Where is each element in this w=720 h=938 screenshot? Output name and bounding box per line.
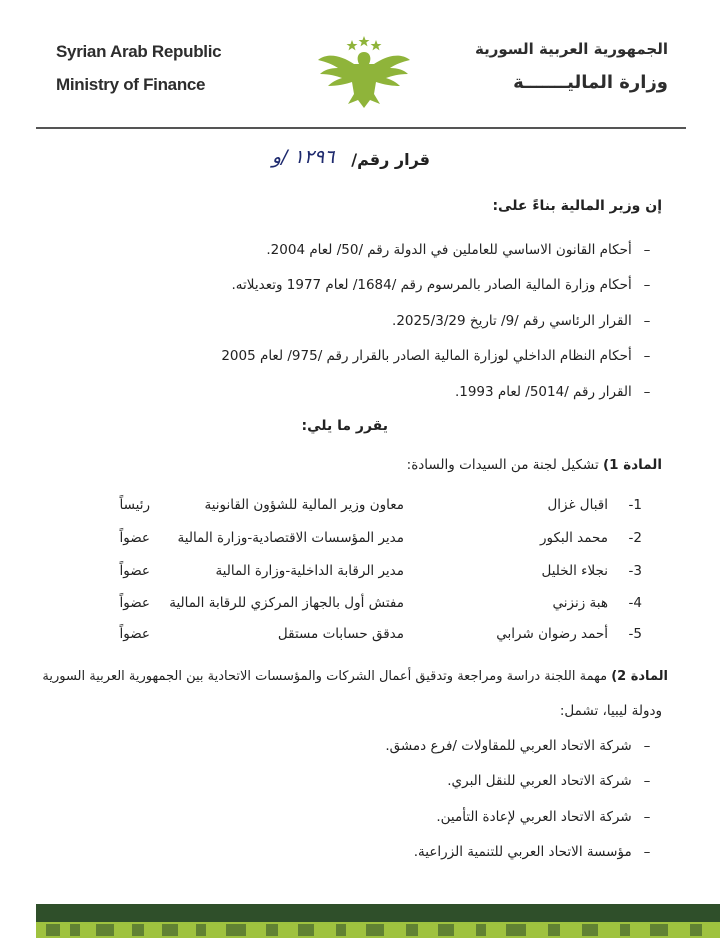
reference-item: – أحكام القانون الاساسي للعاملين في الدولة رقم /50/ لعام 2004. — [266, 242, 651, 258]
syrian-eagle-emblem-icon — [316, 34, 412, 110]
member-row: 2- محمد البكور مدير المؤسسات الاقتصادية-وزارة المالية عضواً — [119, 530, 642, 546]
member-row: 1- اقبال غزال معاون وزير المالية للشؤون القانونية رئيساً — [119, 497, 642, 513]
member-row: 4- هبة زنزني مفتش أول بالجهاز المركزي للرقابة المالية عضواً — [119, 595, 642, 611]
header-ar-country: الجمهورية العربية السورية — [475, 40, 668, 58]
reference-item: – أحكام وزارة المالية الصادر بالمرسوم رقم /1684/ لعام 1977 وتعديلاته. — [231, 277, 651, 293]
reference-item: – أحكام النظام الداخلي لوزارة المالية الصادر بالقرار رقم /975/ لعام 2005 — [221, 348, 651, 364]
company-item: – شركة الاتحاد العربي للمقاولات /فرع دمشق. — [385, 738, 651, 754]
footer-band — [36, 904, 720, 938]
reference-item: – القرار رقم /5014/ لعام 1993. — [454, 384, 651, 400]
article-1: المادة 1) تشكيل لجنة من السيدات والسادة: — [406, 457, 662, 473]
member-row: 3- نجلاء الخليل مدير الرقابة الداخلية-وزارة المالية عضواً — [119, 563, 642, 579]
header-ar-ministry: وزارة الماليـــــــة — [513, 72, 668, 93]
reference-item: – القرار الرئاسي رقم /9/ تاريخ 2025/3/29. — [392, 313, 651, 329]
header-divider — [36, 127, 686, 129]
article-2-continued: ودولة ليبيا، تشمل: — [559, 703, 662, 719]
preamble: إن وزير المالية بناءً على: — [492, 198, 662, 214]
header-en-country: Syrian Arab Republic — [56, 42, 222, 61]
member-row: 5- أحمد رضوان شرابي مدقق حسابات مستقل عضواً — [119, 626, 642, 642]
decides-heading: يقرر ما يلي: — [301, 418, 388, 434]
company-item: – شركة الاتحاد العربي للنقل البري. — [447, 773, 651, 789]
decision-title: قرار رقم/ — [351, 150, 430, 169]
header-en-ministry: Ministry of Finance — [56, 75, 206, 94]
decision-number-handwritten: ١٢٩٦ /و — [272, 146, 335, 168]
article-2: المادة 2) مهمة اللجنة دراسة ومراجعة وتدقيق أعمال الشركات والمؤسسات الاتحادية بين الجمهورية العربية السورية — [42, 669, 668, 684]
company-item: – شركة الاتحاد العربي لإعادة التأمين. — [436, 809, 651, 825]
company-item: – مؤسسة الاتحاد العربي للتنمية الزراعية. — [413, 844, 651, 860]
